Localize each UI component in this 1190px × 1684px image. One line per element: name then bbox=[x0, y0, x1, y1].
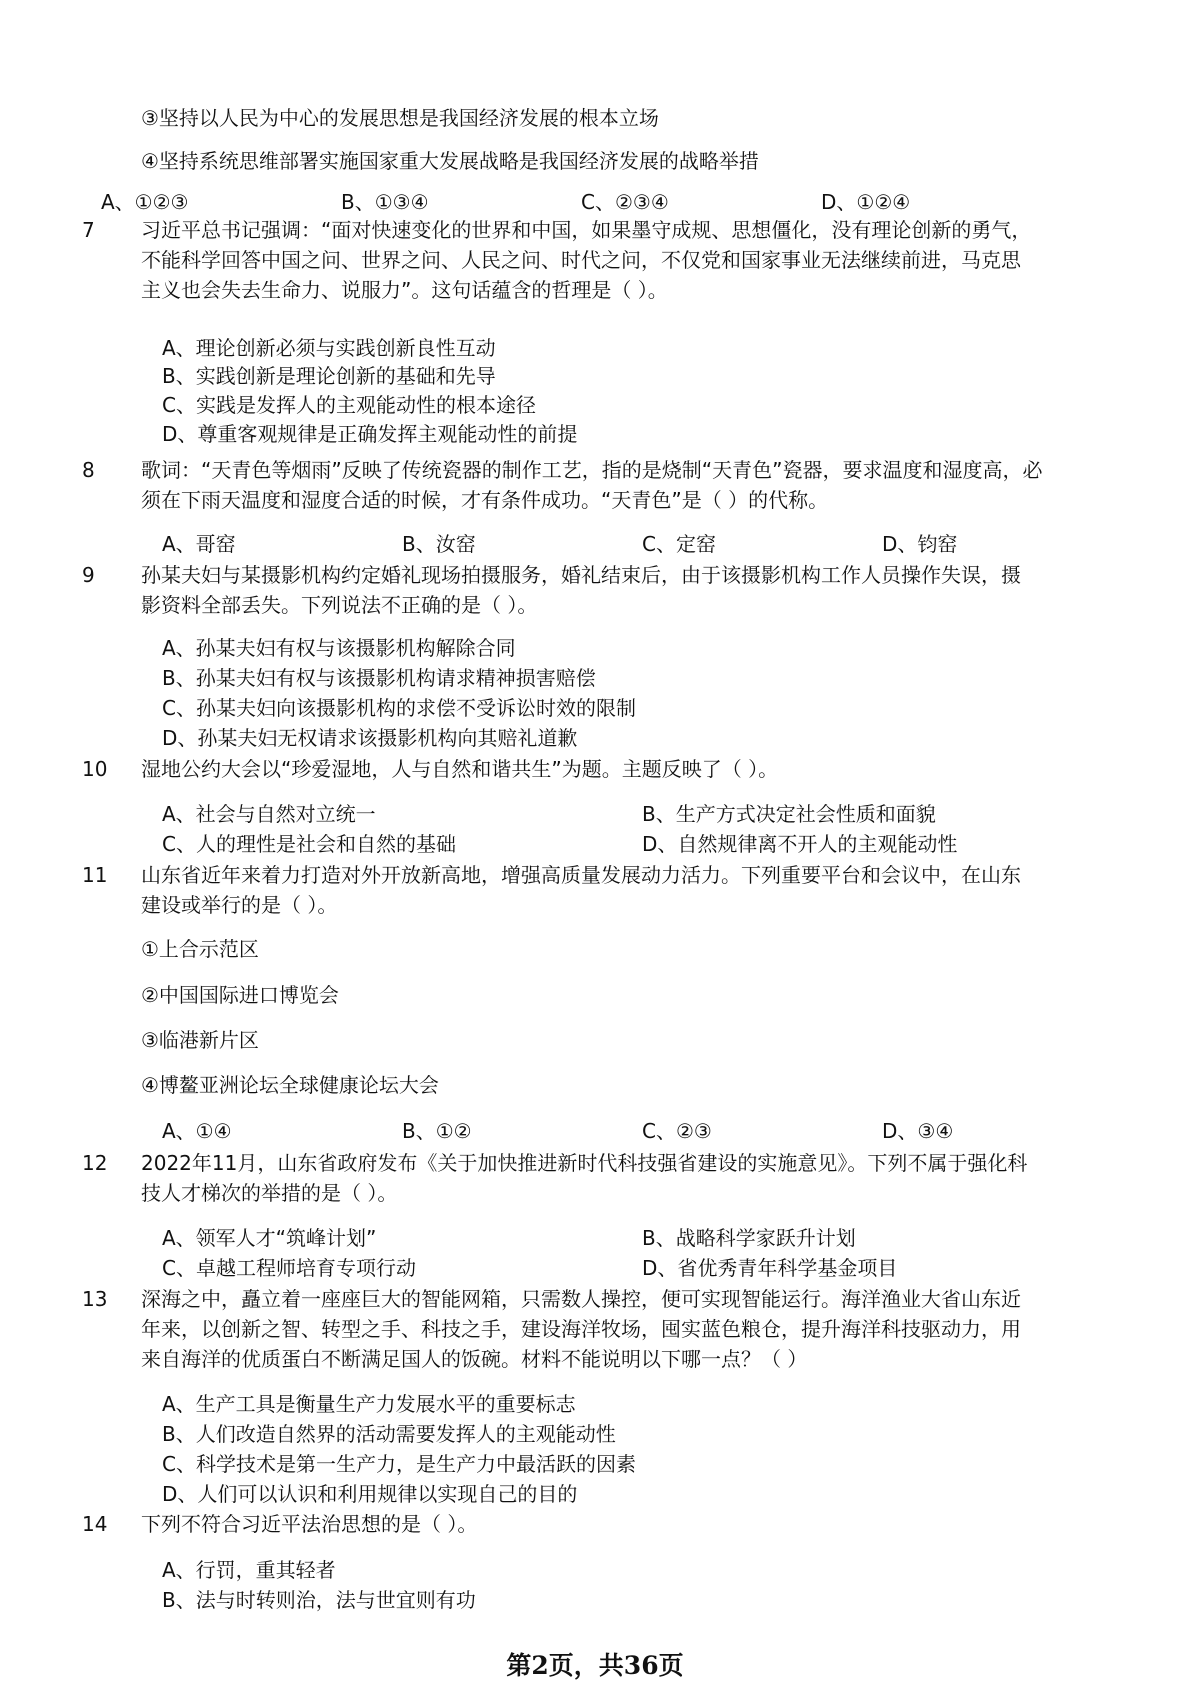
stem-line: 湿地公约大会以“珍爱湿地，人与自然和谐共生”为题。主题反映了（ ）。 bbox=[141, 757, 779, 781]
question-stem bbox=[141, 1148, 1081, 1208]
stem-line: 技人才梯次的举措的是（ ）。 bbox=[141, 1181, 398, 1205]
stem-line: 来自海洋的优质蛋白不断满足国人的饭碗。材料不能说明以下哪一点？（ ） bbox=[141, 1347, 808, 1371]
option-d: D、孙某夫妇无权请求该摄影机构向其赔礼道歉 bbox=[162, 726, 578, 750]
question-stem bbox=[141, 860, 1081, 920]
option-a: A、社会与自然对立统一 bbox=[162, 802, 376, 826]
option-c: C、孙某夫妇向该摄影机构的求偿不受诉讼时效的限制 bbox=[162, 696, 636, 720]
option-a: A、孙某夫妇有权与该摄影机构解除合同 bbox=[162, 636, 516, 660]
option-b: B、①③④ bbox=[341, 190, 429, 214]
question-number: 13 bbox=[82, 1287, 108, 1311]
option-b: B、汝窑 bbox=[402, 532, 476, 556]
stem-line: 年来，以创新之智、转型之手、科技之手，建设海洋牧场，囤实蓝色粮仓，提升海洋科技驱动力，用 bbox=[141, 1317, 1021, 1341]
statement-3: ③坚持以人民为中心的发展思想是我国经济发展的根本立场 bbox=[141, 106, 659, 130]
question-stem bbox=[141, 754, 1081, 784]
option-a: A、生产工具是衡量生产力发展水平的重要标志 bbox=[162, 1392, 576, 1416]
option-c: C、②③④ bbox=[581, 190, 669, 214]
option-c: C、人的理性是社会和自然的基础 bbox=[162, 832, 456, 856]
option-b: B、孙某夫妇有权与该摄影机构请求精神损害赔偿 bbox=[162, 666, 596, 690]
page-footer: 第2页，共36页 bbox=[506, 1651, 684, 1680]
option-d: D、人们可以认识和利用规律以实现自己的目的 bbox=[162, 1482, 578, 1506]
option-b: B、实践创新是理论创新的基础和先导 bbox=[162, 364, 496, 388]
stem-line: 歌词：“天青色等烟雨”反映了传统瓷器的制作工艺，指的是烧制“天青色”瓷器，要求温度和湿度高，必 bbox=[141, 458, 1043, 482]
option-d: D、省优秀青年科学基金项目 bbox=[642, 1256, 898, 1280]
stem-line: 孙某夫妇与某摄影机构约定婚礼现场拍摄服务，婚礼结束后，由于该摄影机构工作人员操作失误，摄 bbox=[141, 563, 1021, 587]
option-c: C、卓越工程师培育专项行动 bbox=[162, 1256, 416, 1280]
statement-2: ②中国国际进口博览会 bbox=[141, 983, 339, 1007]
option-a: A、理论创新必须与实践创新良性互动 bbox=[162, 336, 496, 360]
option-b: B、生产方式决定社会性质和面貌 bbox=[642, 802, 936, 826]
question-number: 12 bbox=[82, 1151, 108, 1175]
option-d: D、③④ bbox=[882, 1119, 954, 1143]
option-a: A、哥窑 bbox=[162, 532, 236, 556]
option-b: B、战略科学家跃升计划 bbox=[642, 1226, 856, 1250]
stem-line: 习近平总书记强调：“面对快速变化的世界和中国，如果墨守成规、思想僵化，没有理论创新的勇气， bbox=[141, 218, 1032, 242]
option-d: D、钧窑 bbox=[882, 532, 958, 556]
option-d: D、尊重客观规律是正确发挥主观能动性的前提 bbox=[162, 422, 578, 446]
question-stem bbox=[141, 455, 1081, 515]
option-b: B、①② bbox=[402, 1119, 472, 1143]
stem-line: 影资料全部丢失。下列说法不正确的是（ ）。 bbox=[141, 593, 538, 617]
stem-line: 深海之中，矗立着一座座巨大的智能网箱，只需数人操控，便可实现智能运行。海洋渔业大省山东近 bbox=[141, 1287, 1021, 1311]
option-c: C、科学技术是第一生产力，是生产力中最活跃的因素 bbox=[162, 1452, 636, 1476]
stem-line: 建设或举行的是（ ）。 bbox=[141, 893, 338, 917]
stem-line: 2022年11月，山东省政府发布《关于加快推进新时代科技强省建设的实施意见》。下列不属于强化科 bbox=[141, 1151, 1028, 1175]
question-stem bbox=[141, 1509, 1081, 1539]
option-a: A、①④ bbox=[162, 1119, 232, 1143]
question-number: 9 bbox=[82, 563, 95, 587]
question-stem bbox=[141, 560, 1081, 620]
stem-line: 山东省近年来着力打造对外开放新高地，增强高质量发展动力活力。下列重要平台和会议中，在山东 bbox=[141, 863, 1021, 887]
question-stem bbox=[141, 215, 1081, 305]
option-b: B、人们改造自然界的活动需要发挥人的主观能动性 bbox=[162, 1422, 616, 1446]
option-a: A、领军人才“筑峰计划” bbox=[162, 1226, 377, 1250]
question-number: 14 bbox=[82, 1512, 108, 1536]
option-a: A、行罚，重其轻者 bbox=[162, 1558, 336, 1582]
stem-line: 下列不符合习近平法治思想的是（ ）。 bbox=[141, 1512, 478, 1536]
stem-line: 须在下雨天温度和湿度合适的时候，才有条件成功。“天青色”是（ ）的代称。 bbox=[141, 488, 829, 512]
option-c: C、实践是发挥人的主观能动性的根本途径 bbox=[162, 393, 536, 417]
stem-line: 不能科学回答中国之问、世界之问、人民之问、时代之问，不仅党和国家事业无法继续前进，马克思 bbox=[141, 248, 1021, 272]
question-number: 11 bbox=[82, 863, 108, 887]
question-stem bbox=[141, 1284, 1081, 1374]
option-c: C、定窑 bbox=[642, 532, 716, 556]
question-number: 8 bbox=[82, 458, 95, 482]
statement-3: ③临港新片区 bbox=[141, 1028, 259, 1052]
option-d: D、①②④ bbox=[821, 190, 911, 214]
option-a: A、①②③ bbox=[101, 190, 189, 214]
option-d: D、自然规律离不开人的主观能动性 bbox=[642, 832, 958, 856]
question-number: 10 bbox=[82, 757, 108, 781]
stem-line: 主义也会失去生命力、说服力”。这句话蕴含的哲理是（ ）。 bbox=[141, 278, 668, 302]
option-b: B、法与时转则治，法与世宜则有功 bbox=[162, 1588, 476, 1612]
statement-1: ①上合示范区 bbox=[141, 937, 259, 961]
option-c: C、②③ bbox=[642, 1119, 712, 1143]
statement-4: ④坚持系统思维部署实施国家重大发展战略是我国经济发展的战略举措 bbox=[141, 149, 759, 173]
statement-4: ④博鳌亚洲论坛全球健康论坛大会 bbox=[141, 1073, 439, 1097]
question-number: 7 bbox=[82, 218, 95, 242]
